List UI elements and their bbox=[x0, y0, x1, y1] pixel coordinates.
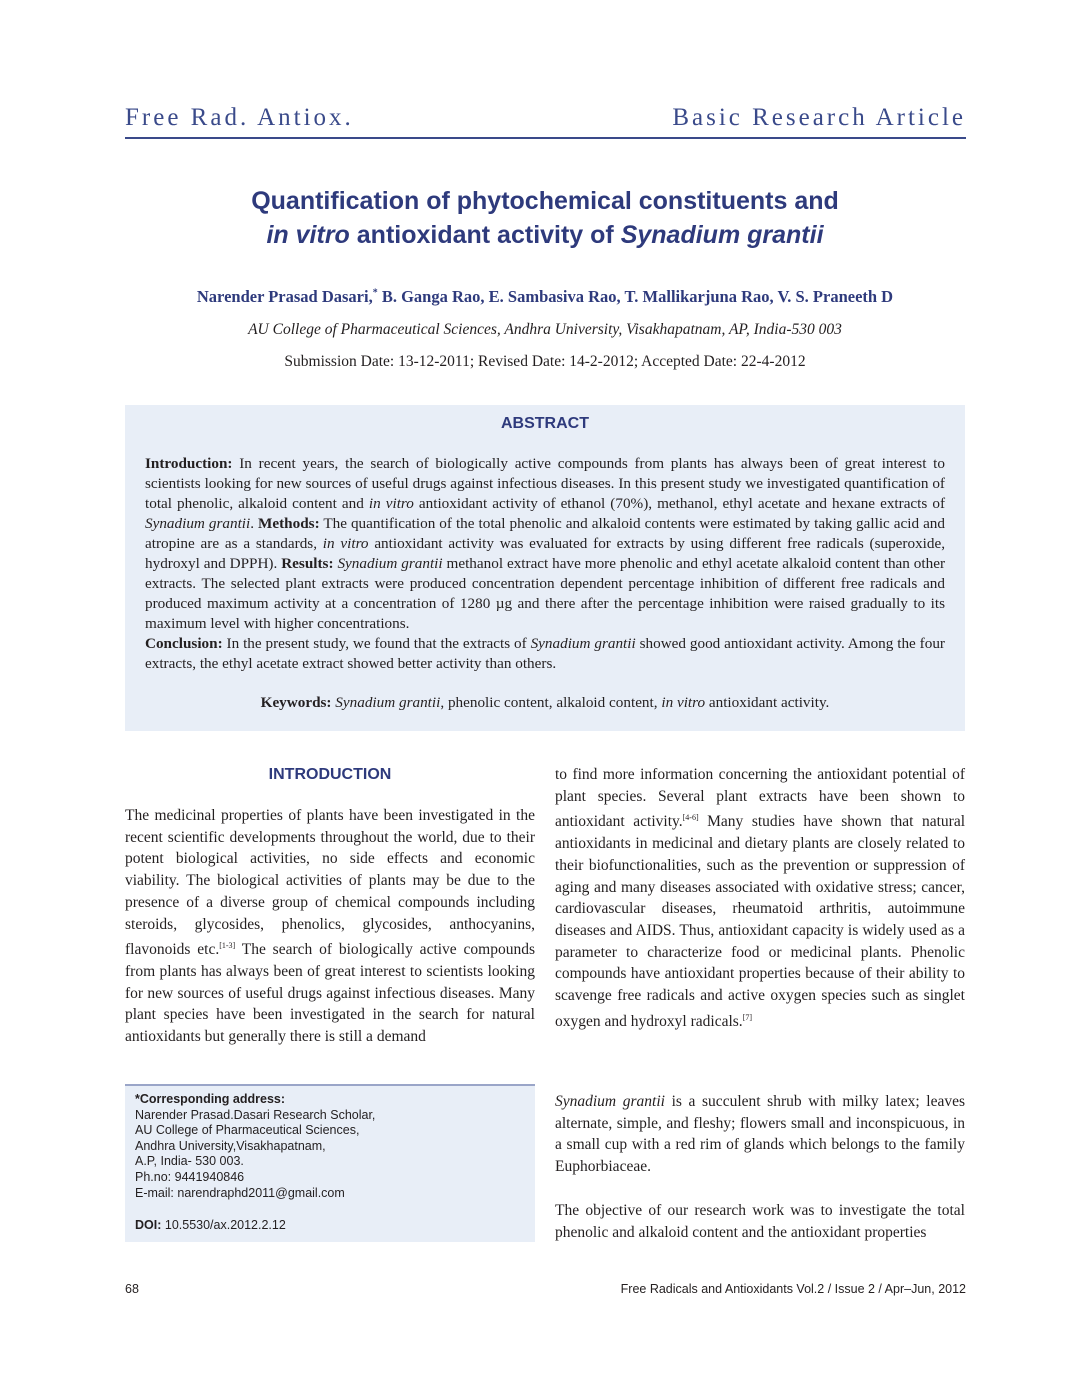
title-mid: antioxidant activity of bbox=[349, 221, 621, 249]
citation-ref: [4-6] bbox=[682, 813, 699, 823]
paragraph-text: The search of biologically active compounds from plants has always been of great interest to scientists looking for new sources of useful drugs against infectious diseases. Many plant species have been investigated in the search for natural antioxidants but generally there is still a demand bbox=[125, 941, 535, 1046]
paragraph-text: Many studies have shown that natural antioxidants in medicinal and dietary plants are closely related to their biofunctionalities, such as the prevention or suppression of aging and many diseases associated with oxidative stress; cancer, cardiovascular diseases, rheumatoid arthritis, autoimmune diseases and AIDS. Thus, antioxidant capacity is widely used as a parameter to characterize food or medicinal plants. Phenolic compounds have antioxidant properties because of their ability to scavenge free radicals and active oxygen species such as singlet oxygen and hydroxyl radicals. bbox=[555, 813, 966, 1031]
doi[interactable] bbox=[135, 1218, 286, 1232]
article-title-line1: Quantification of phytochemical constituents and bbox=[251, 187, 839, 215]
affiliation: AU College of Pharmaceutical Sciences, Andhra University, Visakhapatnam, AP, India-530 003 bbox=[248, 321, 842, 338]
paragraph-text: to find more information concerning the antioxidant potential of plant species. Several plant extracts have been shown to antioxidant activity. bbox=[555, 766, 965, 831]
intro-text: antioxidant activity of ethanol (70%), methanol, ethyl acetate and hexane extracts of bbox=[413, 495, 946, 512]
conclusion-text: In the present study, we found that the extracts of bbox=[222, 635, 531, 652]
intro-right-paragraph-2 bbox=[555, 1091, 965, 1178]
results-label: Results: bbox=[281, 555, 334, 572]
doi-label: DOI: bbox=[135, 1218, 162, 1232]
title-italic-species: Synadium grantii bbox=[620, 221, 824, 249]
intro-italic: in vitro bbox=[368, 495, 414, 512]
journal-citation: Free Radicals and Antioxidants Vol.2 / Issue 2 / Apr–Jun, 2012 bbox=[620, 1282, 966, 1296]
paragraph-text: The medicinal properties of plants have been investigated in the recent scientific developments throughout the world, due to their potent biological activities, no side effects and economic viability. The biological activities of plants may be due to the presence of a diverse group of chemical compounds including steroids, glycosides, phenolics, glycosides, anthocyanins, flavonoids etc. bbox=[125, 807, 535, 959]
methods-label: Methods: bbox=[258, 515, 320, 532]
intro-left-paragraph bbox=[125, 805, 535, 1048]
intro-text: . bbox=[250, 515, 259, 532]
correspondence-line: Narender Prasad.Dasari Research Scholar, bbox=[135, 1107, 376, 1122]
species-italic: Synadium grantii bbox=[555, 1093, 665, 1110]
intro-right-paragraph-1 bbox=[555, 764, 965, 1033]
methods-italic: in vitro bbox=[322, 535, 369, 552]
journal-short-title: Free Rad. Antiox. bbox=[125, 104, 354, 131]
correspondence-text bbox=[135, 1092, 530, 1201]
paragraph-text: is a succulent shrub with milky latex; leaves alternate, simple, and fleshy; flowers small and inconspicuous, in a small cup with a red rim of glands which belongs to the family Euphorbiaceae. bbox=[555, 1093, 965, 1176]
author-list bbox=[100, 287, 990, 307]
intro-italic: Synadium grantii bbox=[145, 515, 251, 532]
header-rule bbox=[125, 137, 966, 139]
abstract-body bbox=[145, 454, 945, 674]
methods-text: antioxidant activity was evaluated for extracts by using different free radicals (superoxide, hydroxyl and DPPH). bbox=[145, 535, 946, 572]
keywords-text: antioxidant activity. bbox=[705, 694, 830, 711]
correspondence-email[interactable]: E-mail: narendraphd2011@gmail.com bbox=[135, 1185, 345, 1200]
intro-right-paragraph-3: The objective of our research work was to investigate the total phenolic and alkaloid content and the antioxidant properties bbox=[555, 1202, 965, 1241]
conclusion-label: Conclusion: bbox=[145, 635, 223, 652]
keywords-label: Keywords: bbox=[260, 694, 332, 711]
correspondence-label: *Corresponding address: bbox=[135, 1092, 286, 1106]
keywords-italic: Synadium grantii bbox=[335, 694, 441, 711]
results-text: methanol extract have more phenolic and ethyl acetate alkaloid content than other extracts. The selected plant extracts were produced concentration dependent percentage inhibition of different free radicals and produced maximum activity at a concentration of 1280 µg and there after the percentage inhibition were raised gradually to its maximum level with higher concentrations. bbox=[145, 555, 946, 632]
citation-ref: [1-3] bbox=[219, 941, 236, 951]
article-type: Basic Research Article bbox=[672, 104, 966, 131]
correspondence-line: A.P, India- 530 003. bbox=[135, 1154, 244, 1169]
first-author: Narender Prasad Dasari, bbox=[196, 287, 373, 306]
keywords bbox=[125, 694, 965, 712]
submission-dates: Submission Date: 13-12-2011; Revised Date: 14-2-2012; Accepted Date: 22-4-2012 bbox=[284, 353, 806, 370]
title-italic-in-vitro: in vitro bbox=[266, 221, 350, 249]
correspondence-line: AU College of Pharmaceutical Sciences, bbox=[135, 1123, 360, 1138]
corresponding-mark: * bbox=[372, 287, 378, 299]
doi-value[interactable]: 10.5530/ax.2012.2.12 bbox=[161, 1218, 286, 1232]
intro-label: Introduction: bbox=[145, 455, 233, 472]
intro-text: In recent years, the search of biologically active compounds from plants has always been of great interest to scientists looking for new sources of useful drugs against infectious diseases. In this present study we investigated quantification of total phenolic, alkaloid content and bbox=[145, 455, 945, 512]
abstract-heading: ABSTRACT bbox=[501, 415, 589, 432]
article-title-line2 bbox=[100, 218, 990, 252]
keywords-text: , phenolic content, alkaloid content, bbox=[440, 694, 662, 711]
correspondence-phone: Ph.no: 9441940846 bbox=[135, 1169, 245, 1184]
results-italic: Synadium grantii bbox=[337, 555, 443, 572]
introduction-heading: INTRODUCTION bbox=[268, 766, 392, 783]
methods-text: The quantification of the total phenolic and alkaloid contents were estimated by taking gallic acid and atropine are as a standards, bbox=[145, 515, 945, 552]
citation-ref: [7] bbox=[742, 1012, 753, 1022]
conclusion-italic: Synadium grantii bbox=[530, 635, 636, 652]
other-authors: B. Ganga Rao, E. Sambasiva Rao, T. Mallikarjuna Rao, V. S. Praneeth D bbox=[377, 287, 894, 306]
keywords-italic: in vitro bbox=[661, 694, 706, 711]
correspondence-line: Andhra University,Visakhapatnam, bbox=[135, 1138, 326, 1153]
conclusion-text: showed good antioxidant activity. Among the four extracts, the ethyl acetate extract showed better activity than others. bbox=[145, 635, 945, 672]
page-number: 68 bbox=[125, 1282, 139, 1296]
